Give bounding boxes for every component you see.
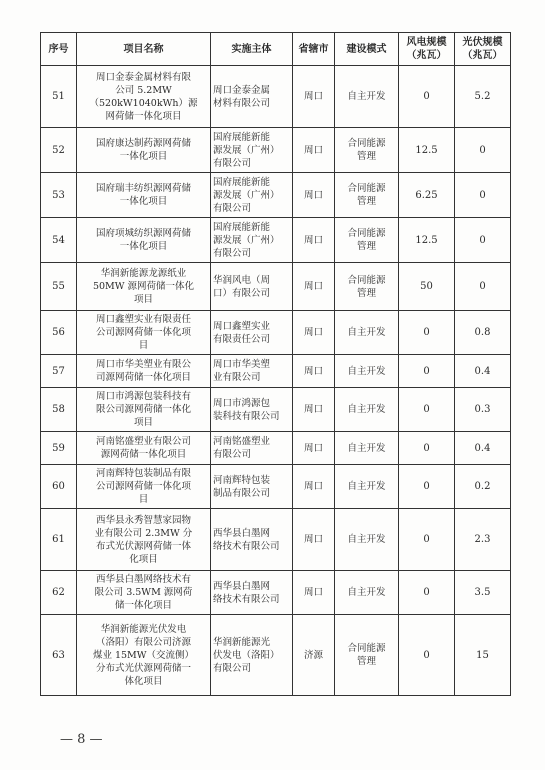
table-header-row <box>41 33 511 66</box>
cell-city-text: 周口 <box>303 534 323 545</box>
cell-entity <box>211 509 293 571</box>
cell-wind-capacity <box>399 571 455 615</box>
cell-wind-capacity-text: 12.5 <box>415 234 438 246</box>
cell-city <box>293 263 335 311</box>
cell-index <box>41 509 77 571</box>
cell-solar-capacity-text: 0 <box>479 144 486 156</box>
cell-mode-text: 自主开发 <box>347 481 386 492</box>
table-row <box>41 432 511 465</box>
table-row <box>41 355 511 388</box>
cell-index <box>41 432 77 465</box>
cell-wind-capacity-text: 12.5 <box>415 144 438 156</box>
cell-project-name-text: 周口市华美塑业有限公 司源网荷储一体化项目 <box>95 359 191 383</box>
cell-city <box>293 432 335 465</box>
cell-mode <box>335 218 399 263</box>
cell-index <box>41 388 77 432</box>
cell-index <box>41 465 77 509</box>
cell-city-text: 周口 <box>303 481 323 492</box>
cell-city <box>293 355 335 388</box>
cell-mode <box>335 388 399 432</box>
cell-entity-text: 周口鑫塑实业 有限责任公司 <box>213 320 271 345</box>
header-mode: 建设模式 <box>335 33 399 66</box>
cell-index <box>41 311 77 355</box>
cell-entity-text: 周口金泰金属 材料有限公司 <box>213 84 271 109</box>
header-entity: 实施主体 <box>211 33 293 66</box>
cell-index-text: 53 <box>52 189 65 201</box>
cell-city-text: 周口 <box>303 442 323 454</box>
cell-wind-capacity <box>399 218 455 263</box>
cell-city <box>293 509 335 571</box>
cell-mode-text: 自主开发 <box>347 534 386 545</box>
cell-mode <box>335 615 399 696</box>
cell-wind-capacity <box>399 432 455 465</box>
header-city: 省辖市 <box>293 33 335 66</box>
cell-project-name <box>77 355 211 388</box>
cell-solar-capacity-text: 0.4 <box>474 442 491 454</box>
cell-project-name-text: 国府康达制药源网荷储 一体化项目 <box>95 138 191 162</box>
cell-project-name <box>77 432 211 465</box>
cell-solar-capacity <box>455 311 511 355</box>
cell-entity <box>211 263 293 311</box>
cell-index-text: 56 <box>52 327 65 338</box>
cell-solar-capacity-text: 0 <box>479 281 486 292</box>
cell-wind-capacity-text: 0 <box>423 481 430 492</box>
table-row <box>41 388 511 432</box>
cell-solar-capacity-text: 0 <box>479 189 486 201</box>
cell-city-text: 周口 <box>303 281 323 292</box>
cell-entity-text: 河南辉特包装 制品有限公司 <box>213 474 271 499</box>
cell-city <box>293 615 335 696</box>
cell-wind-capacity <box>399 465 455 509</box>
cell-city <box>293 465 335 509</box>
cell-mode <box>335 432 399 465</box>
cell-index <box>41 615 77 696</box>
cell-mode-text: 自主开发 <box>347 442 386 454</box>
cell-city-text: 周口 <box>303 144 323 156</box>
cell-city <box>293 66 335 128</box>
header-index: 序号 <box>41 33 77 66</box>
cell-wind-capacity-text: 0 <box>423 327 430 338</box>
cell-wind-capacity <box>399 66 455 128</box>
cell-project-name <box>77 263 211 311</box>
cell-wind-capacity <box>399 388 455 432</box>
cell-project-name-text: 周口鑫塑实业有限责任 公司源网荷储一体化项 目 <box>95 314 191 351</box>
cell-city-text: 周口 <box>303 365 323 377</box>
table-row <box>41 465 511 509</box>
cell-project-name <box>77 128 211 173</box>
cell-wind-capacity-text: 0 <box>423 442 430 454</box>
cell-city <box>293 173 335 218</box>
cell-solar-capacity <box>455 388 511 432</box>
cell-index <box>41 571 77 615</box>
cell-solar-capacity <box>455 465 511 509</box>
cell-solar-capacity-text: 0.3 <box>474 404 491 415</box>
cell-city <box>293 388 335 432</box>
cell-project-name-text: 国府项城纺织源网荷储 一体化项目 <box>95 228 191 252</box>
cell-index <box>41 173 77 218</box>
table-row <box>41 173 511 218</box>
cell-city-text: 周口 <box>303 404 323 415</box>
cell-index-text: 59 <box>52 442 65 454</box>
cell-entity <box>211 128 293 173</box>
cell-mode-text: 合同能源 管理 <box>347 274 386 299</box>
cell-mode-text: 合同能源 管理 <box>347 228 386 252</box>
cell-wind-capacity <box>399 509 455 571</box>
cell-project-name <box>77 465 211 509</box>
cell-mode-text: 自主开发 <box>347 327 386 338</box>
cell-entity-text: 周口市鸿源包 装科技有限公司 <box>213 397 280 422</box>
cell-solar-capacity-text: 2.3 <box>474 534 491 545</box>
cell-index <box>41 218 77 263</box>
cell-index <box>41 128 77 173</box>
cell-solar-capacity <box>455 173 511 218</box>
header-solar: 光伏规模 （兆瓦） <box>455 33 511 66</box>
cell-index-text: 57 <box>52 365 65 377</box>
cell-city-text: 济源 <box>303 649 323 661</box>
cell-entity <box>211 465 293 509</box>
cell-mode-text: 自主开发 <box>347 404 386 415</box>
table-body <box>41 66 511 696</box>
cell-solar-capacity <box>455 432 511 465</box>
cell-entity-text: 国府展能新能 源发展（广州） 有限公司 <box>213 221 280 259</box>
header-wind: 风电规模 （兆瓦） <box>399 33 455 66</box>
cell-entity-text: 国府展能新能 源发展（广州） 有限公司 <box>213 176 280 214</box>
cell-index <box>41 66 77 128</box>
cell-entity-text: 西华县白墨网 络技术有限公司 <box>213 580 280 605</box>
cell-project-name <box>77 173 211 218</box>
cell-wind-capacity <box>399 355 455 388</box>
cell-index-text: 55 <box>52 281 65 292</box>
cell-solar-capacity <box>455 218 511 263</box>
cell-solar-capacity-text: 0.2 <box>474 481 491 492</box>
cell-mode <box>335 571 399 615</box>
cell-wind-capacity-text: 0 <box>423 534 430 545</box>
cell-mode <box>335 311 399 355</box>
table-row <box>41 311 511 355</box>
cell-mode <box>335 465 399 509</box>
cell-entity-text: 华润新能源光 伏发电（洛阳） 有限公司 <box>213 636 280 674</box>
cell-solar-capacity-text: 0.8 <box>474 327 491 338</box>
page-number: — 8 — <box>60 732 103 747</box>
cell-solar-capacity-text: 15 <box>476 649 489 661</box>
cell-project-name-text: 国府瑞丰纺织源网荷储 一体化项目 <box>95 183 191 207</box>
cell-index-text: 58 <box>52 404 65 415</box>
cell-project-name-text: 河南辉特包装制品有限 公司源网荷储一体化项 目 <box>95 468 191 505</box>
cell-wind-capacity <box>399 173 455 218</box>
cell-index-text: 60 <box>52 481 65 492</box>
cell-wind-capacity <box>399 615 455 696</box>
cell-mode <box>335 263 399 311</box>
cell-entity <box>211 432 293 465</box>
cell-solar-capacity <box>455 128 511 173</box>
cell-entity <box>211 571 293 615</box>
cell-solar-capacity <box>455 509 511 571</box>
cell-index-text: 52 <box>52 144 65 156</box>
cell-index-text: 51 <box>52 91 65 102</box>
cell-solar-capacity-text: 5.2 <box>474 91 491 102</box>
cell-wind-capacity-text: 0 <box>423 404 430 415</box>
cell-wind-capacity-text: 6.25 <box>415 189 438 201</box>
cell-entity <box>211 388 293 432</box>
cell-project-name <box>77 218 211 263</box>
cell-mode <box>335 355 399 388</box>
cell-mode-text: 合同能源 管理 <box>347 183 386 207</box>
cell-entity-text: 周口市华美塑 业有限公司 <box>213 359 271 383</box>
cell-mode <box>335 66 399 128</box>
cell-wind-capacity <box>399 311 455 355</box>
cell-index-text: 63 <box>52 649 65 661</box>
project-table <box>40 32 511 696</box>
cell-solar-capacity-text: 0 <box>479 234 486 246</box>
cell-project-name <box>77 311 211 355</box>
cell-solar-capacity <box>455 66 511 128</box>
cell-entity-text: 华润风电（周 口）有限公司 <box>213 274 271 299</box>
table-row <box>41 509 511 571</box>
cell-entity <box>211 66 293 128</box>
cell-wind-capacity-text: 0 <box>423 365 430 377</box>
table-row <box>41 128 511 173</box>
header-name: 项目名称 <box>77 33 211 66</box>
cell-solar-capacity <box>455 615 511 696</box>
cell-solar-capacity <box>455 571 511 615</box>
cell-city-text: 周口 <box>303 91 323 102</box>
cell-project-name-text: 周口市鸿源包装科技有 限公司源网荷储一体化 项目 <box>95 391 191 428</box>
cell-city <box>293 571 335 615</box>
cell-city-text: 周口 <box>303 234 323 246</box>
cell-city <box>293 128 335 173</box>
cell-project-name-text: 河南铭盛塑业有限公司 源网荷储一体化项目 <box>95 436 191 460</box>
cell-wind-capacity <box>399 128 455 173</box>
cell-project-name-text: 西华县永秀智慧家园物 业有限公司 2.3MW 分 布式光伏源网荷储一体 化项目 <box>94 514 193 565</box>
cell-entity <box>211 355 293 388</box>
cell-city <box>293 311 335 355</box>
cell-entity-text: 河南铭盛塑业 有限公司 <box>213 436 271 460</box>
cell-solar-capacity-text: 0.4 <box>474 365 491 377</box>
cell-project-name-text: 华润新能源光伏发电 （洛阳）有限公司济源 煤业 15MW（交流侧） 分布式光伏源网荷储一 体化项目 <box>92 623 195 687</box>
cell-entity <box>211 615 293 696</box>
cell-entity-text: 国府展能新能 源发展（广州） 有限公司 <box>213 131 280 169</box>
cell-index-text: 54 <box>52 234 65 246</box>
cell-entity-text: 西华县白墨网 络技术有限公司 <box>213 527 280 552</box>
cell-wind-capacity-text: 50 <box>420 281 433 292</box>
table-row <box>41 615 511 696</box>
cell-project-name-text: 周口金泰金属材料有限 公司 5.2MW （520kW1040kWh）源 网荷储一体化项目 <box>89 71 198 122</box>
cell-project-name <box>77 571 211 615</box>
cell-index-text: 61 <box>52 534 65 545</box>
cell-city-text: 周口 <box>303 327 323 338</box>
cell-project-name-text: 华润新能源龙源纸业 50MW 源网荷储一体化 项目 <box>92 268 195 305</box>
cell-index-text: 62 <box>52 587 65 598</box>
cell-mode <box>335 509 399 571</box>
table-row <box>41 571 511 615</box>
cell-mode-text: 合同能源 管理 <box>347 643 386 667</box>
cell-project-name <box>77 509 211 571</box>
cell-solar-capacity-text: 3.5 <box>474 587 491 598</box>
cell-mode-text: 自主开发 <box>347 587 386 598</box>
cell-entity <box>211 218 293 263</box>
cell-city-text: 周口 <box>303 189 323 201</box>
cell-project-name <box>77 66 211 128</box>
cell-mode-text: 合同能源 管理 <box>347 138 386 162</box>
cell-entity <box>211 173 293 218</box>
cell-project-name <box>77 615 211 696</box>
cell-project-name <box>77 388 211 432</box>
table-row <box>41 218 511 263</box>
cell-solar-capacity <box>455 355 511 388</box>
cell-project-name-text: 西华县白墨网络技术有 限公司 3.5WM 源网荷 储一体化项目 <box>94 574 193 611</box>
cell-mode-text: 自主开发 <box>347 365 386 377</box>
cell-index <box>41 355 77 388</box>
table-row <box>41 263 511 311</box>
cell-wind-capacity-text: 0 <box>423 91 430 102</box>
cell-wind-capacity <box>399 263 455 311</box>
cell-solar-capacity <box>455 263 511 311</box>
cell-mode <box>335 128 399 173</box>
cell-entity <box>211 311 293 355</box>
cell-index <box>41 263 77 311</box>
cell-city-text: 周口 <box>303 587 323 598</box>
cell-mode-text: 自主开发 <box>347 91 386 102</box>
cell-wind-capacity-text: 0 <box>423 587 430 598</box>
cell-mode <box>335 173 399 218</box>
table-row <box>41 66 511 128</box>
cell-city <box>293 218 335 263</box>
cell-wind-capacity-text: 0 <box>423 649 430 661</box>
